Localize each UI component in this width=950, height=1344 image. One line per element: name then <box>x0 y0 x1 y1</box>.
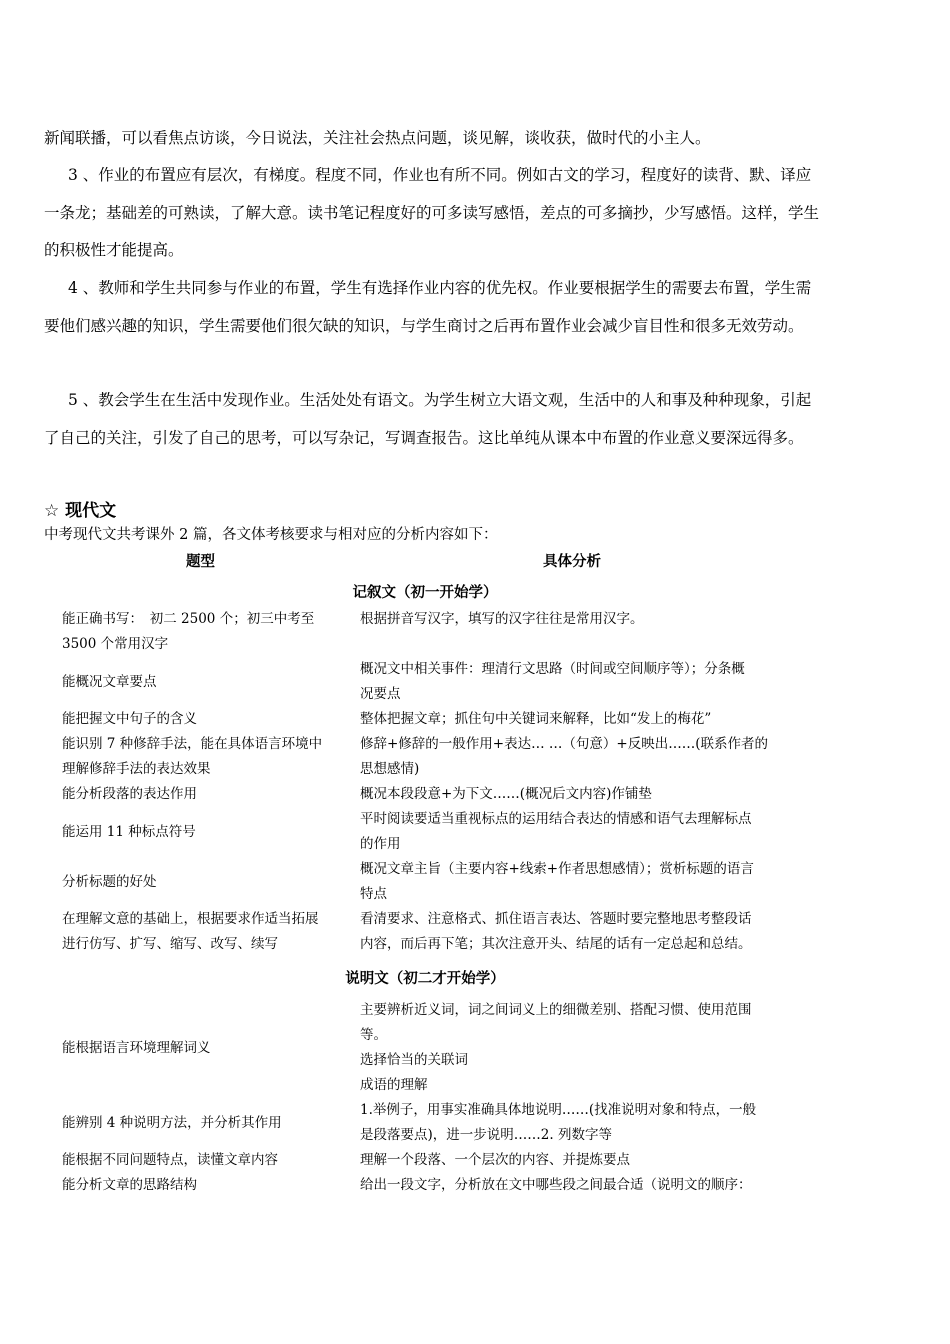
cell-line: 在理解文意的基础上，根据要求作适当拓展 <box>62 911 319 927</box>
cell-line: 主要辨析近义词，词之间词义上的细微差别、搭配习惯、使用范围 <box>360 1002 752 1018</box>
cell-line: 概况本段段意+为下文……(概况后文内容)作铺垫 <box>360 786 652 802</box>
cell-line: 等。 <box>360 1027 387 1043</box>
cell-line: 能概况文章要点 <box>62 673 157 690</box>
cell-line: 能分析段落的表达作用 <box>62 786 197 802</box>
paragraph-continuation: 新闻联播，可以看焦点访谈，今日说法，关注社会热点问题，谈见解，谈收获，做时代的小主人。 <box>44 129 711 147</box>
cell-line: 概况文章主旨（主要内容+线索+作者思想感情）；赏析标题的语言 <box>360 861 754 877</box>
cell-line: 是段落要点)，进一步说明……2. 列数字等 <box>360 1127 612 1143</box>
cell-line: 修辞+修辞的一般作用+表达… …（句意）+反映出……(联系作者的 <box>360 736 768 752</box>
section-intro: 中考现代文共考课外 2 篇，各文体考核要求与相对应的分析内容如下： <box>44 527 498 543</box>
cell-line: 况要点 <box>360 686 401 702</box>
analysis-cell <box>360 657 800 707</box>
analysis-cell <box>360 807 800 857</box>
cell-line: 选择恰当的关联词 <box>360 1052 468 1068</box>
cell-line: 能分析文章的思路结构 <box>62 1177 197 1193</box>
analysis-cell <box>360 1148 800 1173</box>
table-header-type: 题型 <box>186 554 215 570</box>
cell-line: 内容，而后再下笔；其次注意开头、结尾的话有一定总起和总结。 <box>360 936 752 952</box>
paragraph-item-5: 5 、教会学生在生活中发现作业。生活处处有语文。为学生树立大语文观，生活中的人和事及种种现象，引起了自己的关注，引发了自己的思考，可以写杂记，写调查报告。这比单纯从课本中布置的作业意义要深远得多。 <box>44 391 812 447</box>
question-type-cell <box>62 820 346 845</box>
analysis-cell <box>360 998 800 1098</box>
cell-line: 成语的理解 <box>360 1077 428 1093</box>
cell-line: 能根据不同问题特点，读懂文章内容 <box>62 1152 278 1168</box>
paragraph-item-3: 3 、作业的布置应有层次，有梯度。程度不同，作业也有所不同。例如古文的学习，程度好的读背、默、译应一条龙；基础差的可熟读，了解大意。读书笔记程度好的可多读写感悟，差点的可多摘抄，少写感悟。这样，学生的积极性才能提高。 <box>44 166 820 259</box>
paragraph-item-4: 4 、教师和学生共同参与作业的布置，学生有选择作业内容的优先权。作业要根据学生的需要去布置，学生需要他们感兴趣的知识，学生需要他们很欠缺的知识，与学生商讨之后再布置作业会减少盲目性和很多无效劳动。 <box>44 279 812 335</box>
section-title: 现代文 <box>65 501 117 521</box>
cell-line: 能运用 11 种标点符号 <box>62 823 196 840</box>
category-narrative: 记叙文（初一开始学） <box>352 585 498 601</box>
cell-line: 的作用 <box>360 836 401 852</box>
cell-line: 思想感情) <box>360 761 420 777</box>
cell-line: 能识别 7 种修辞手法，能在具体语言环境中 <box>62 736 323 752</box>
cell-line: 能正确书写： 初二 2500 个；初三中考至 <box>62 611 315 627</box>
cell-line: 1.举例子，用事实准确具体地说明……(找准说明对象和特点，一般 <box>360 1102 757 1118</box>
section-heading <box>44 496 116 521</box>
category-expository: 说明文（初二才开始学） <box>345 971 505 987</box>
cell-line: 分析标题的好处 <box>62 873 157 890</box>
cell-line: 整体把握文章；抓住句中关键词来解释，比如“发上的梅花” <box>360 711 712 727</box>
analysis-cell <box>360 732 800 782</box>
question-type-cell <box>62 1173 346 1198</box>
cell-line: 理解修辞手法的表达效果 <box>62 761 211 777</box>
cell-line: 能把握文中句子的含义 <box>62 711 197 727</box>
cell-line: 进行仿写、扩写、缩写、改写、续写 <box>62 936 278 952</box>
question-type-cell <box>62 1111 346 1136</box>
cell-line: 理解一个段落、一个层次的内容、并提炼要点 <box>360 1152 630 1168</box>
question-type-cell <box>62 670 346 695</box>
cell-line: 概况文中相关事件：理清行文思路（时间或空间顺序等）；分条概 <box>360 661 745 677</box>
question-type-cell <box>62 907 346 957</box>
cell-line: 根据拼音写汉字，填写的汉字往往是常用汉字。 <box>360 611 644 627</box>
cell-line: 看清要求、注意格式、抓住语言表达、答题时要完整地思考整段话 <box>360 911 752 927</box>
question-type-cell <box>62 1036 346 1061</box>
table-header-analysis: 具体分析 <box>543 554 601 570</box>
cell-line: 特点 <box>360 886 387 902</box>
cell-line: 3500 个常用汉字 <box>62 636 169 652</box>
question-type-cell <box>62 732 346 782</box>
cell-line: 平时阅读要适当重视标点的运用结合表达的情感和语气去理解标点 <box>360 811 752 827</box>
analysis-cell <box>360 857 800 907</box>
question-type-cell <box>62 782 346 807</box>
cell-line: 能根据语言环境理解词义 <box>62 1039 211 1056</box>
question-type-cell <box>62 607 346 657</box>
question-type-cell <box>62 870 346 895</box>
analysis-cell <box>360 1098 800 1148</box>
analysis-cell <box>360 707 800 732</box>
question-type-cell <box>62 707 346 732</box>
analysis-cell <box>360 607 800 632</box>
question-type-cell <box>62 1148 346 1173</box>
analysis-cell <box>360 1173 800 1198</box>
cell-line: 给出一段文字，分析放在文中哪些段之间最合适（说明文的顺序： <box>360 1177 752 1193</box>
analysis-cell <box>360 907 800 957</box>
star-icon: ☆ <box>44 501 60 521</box>
cell-line: 能辨别 4 种说明方法，并分析其作用 <box>62 1114 282 1131</box>
analysis-cell <box>360 782 800 807</box>
